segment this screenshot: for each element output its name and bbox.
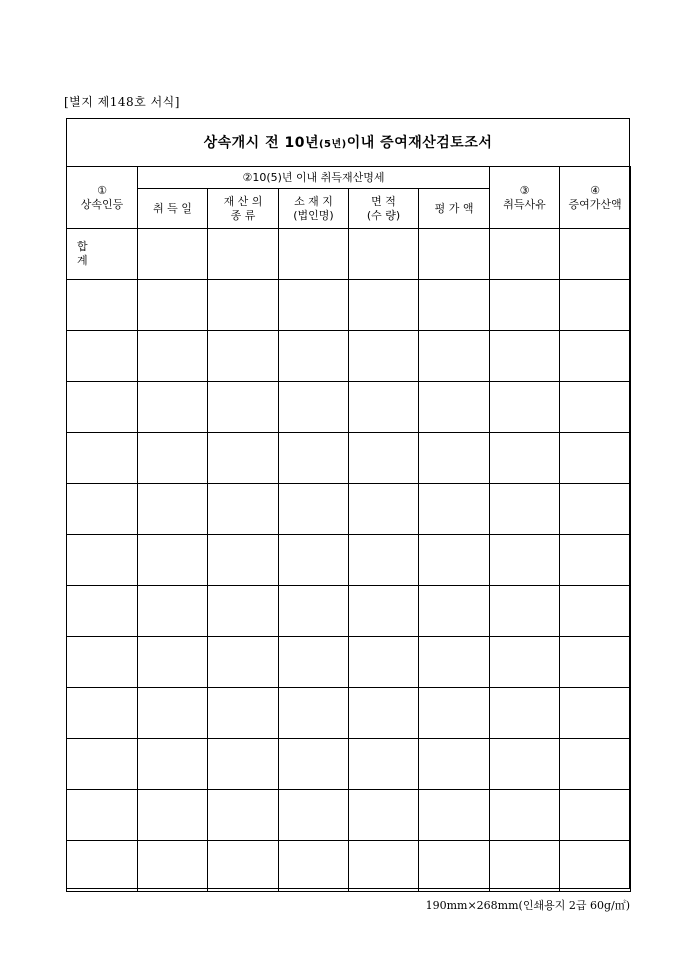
header-area <box>349 189 419 229</box>
header-property-type-line1: 재 산 의 <box>223 194 263 208</box>
table-cell[interactable] <box>349 229 419 280</box>
table-cell[interactable] <box>67 739 138 790</box>
table-cell[interactable] <box>419 739 490 790</box>
table-cell[interactable] <box>67 331 138 382</box>
table-cell[interactable] <box>279 280 349 331</box>
table-cell[interactable] <box>419 790 490 841</box>
table-cell[interactable] <box>279 739 349 790</box>
table-cell[interactable] <box>349 382 419 433</box>
form-title <box>66 118 630 166</box>
table-cell[interactable] <box>138 586 208 637</box>
table-cell[interactable] <box>349 586 419 637</box>
table-cell[interactable] <box>419 688 490 739</box>
table-row <box>67 382 631 433</box>
table-cell[interactable] <box>138 688 208 739</box>
table-cell[interactable] <box>67 637 138 688</box>
header-acquire-date: 취 득 일 <box>138 189 208 229</box>
table-cell[interactable] <box>138 382 208 433</box>
table-cell[interactable] <box>279 229 349 280</box>
table-cell[interactable] <box>67 790 138 841</box>
table-row <box>67 688 631 739</box>
title-small: (5년) <box>318 138 347 150</box>
header-acquired-property-group: ②10(5)년 이내 취득재산명세 <box>138 167 490 189</box>
header-gift-number: ④ <box>590 183 600 197</box>
table-cell[interactable] <box>208 280 279 331</box>
table-cell[interactable] <box>208 688 279 739</box>
table-row <box>67 739 631 790</box>
table-cell[interactable] <box>490 229 560 280</box>
header-gift-addition <box>560 167 631 229</box>
header-reason-label: 취득사유 <box>503 197 546 211</box>
table-cell[interactable] <box>560 688 631 739</box>
header-heirs-label: 상속인등 <box>80 197 124 211</box>
table-cell[interactable] <box>67 688 138 739</box>
total-label: 합 계 <box>67 229 138 280</box>
table-row <box>67 433 631 484</box>
table-cell[interactable] <box>560 484 631 535</box>
table-cell[interactable] <box>490 739 560 790</box>
table-cell[interactable] <box>138 229 208 280</box>
table-cell[interactable] <box>279 382 349 433</box>
table-cell[interactable] <box>490 586 560 637</box>
table-cell[interactable] <box>208 790 279 841</box>
table-cell[interactable] <box>419 229 490 280</box>
header-gift-label: 증여가산액 <box>568 197 622 211</box>
header-property-type-line2: 종 류 <box>230 208 256 222</box>
table-cell[interactable] <box>279 484 349 535</box>
table-cell[interactable] <box>67 484 138 535</box>
header-area-line2: (수 량) <box>366 208 401 222</box>
table-cell[interactable] <box>560 739 631 790</box>
table-row <box>67 586 631 637</box>
table-cell[interactable] <box>490 331 560 382</box>
table-cell[interactable] <box>490 433 560 484</box>
table-cell[interactable] <box>67 382 138 433</box>
table-cell[interactable] <box>208 331 279 382</box>
table-cell[interactable] <box>349 280 419 331</box>
table-cell[interactable] <box>490 382 560 433</box>
table-cell[interactable] <box>208 382 279 433</box>
table-cell[interactable] <box>419 433 490 484</box>
table-cell[interactable] <box>138 331 208 382</box>
table-cell[interactable] <box>67 280 138 331</box>
table-cell[interactable] <box>560 841 631 892</box>
table-cell[interactable] <box>490 637 560 688</box>
table-cell[interactable] <box>349 790 419 841</box>
table-cell[interactable] <box>419 331 490 382</box>
table-cell[interactable] <box>138 535 208 586</box>
header-location <box>279 189 349 229</box>
table-cell[interactable] <box>560 586 631 637</box>
title-main-before: 상속개시 전 10년 <box>203 135 319 151</box>
table-cell[interactable] <box>349 484 419 535</box>
empty-rows <box>67 280 631 892</box>
table-cell[interactable] <box>67 586 138 637</box>
table-cell[interactable] <box>67 535 138 586</box>
header-acquisition-reason <box>490 167 560 229</box>
table-cell[interactable] <box>67 433 138 484</box>
table-cell[interactable] <box>208 433 279 484</box>
table-cell[interactable] <box>419 841 490 892</box>
table-cell[interactable] <box>560 637 631 688</box>
table-cell[interactable] <box>279 586 349 637</box>
table-cell[interactable] <box>349 688 419 739</box>
table-cell[interactable] <box>208 637 279 688</box>
table-row <box>67 790 631 841</box>
table-cell[interactable] <box>279 637 349 688</box>
table-cell[interactable] <box>67 841 138 892</box>
header-heirs-number: ① <box>97 183 107 197</box>
table-cell[interactable] <box>560 382 631 433</box>
header-heirs <box>67 167 138 229</box>
table-cell[interactable] <box>208 841 279 892</box>
table-cell[interactable] <box>349 535 419 586</box>
table-cell[interactable] <box>560 790 631 841</box>
table-cell[interactable] <box>138 790 208 841</box>
header-valuation: 평 가 액 <box>419 189 490 229</box>
table-row <box>67 841 631 892</box>
table-cell[interactable] <box>419 586 490 637</box>
table-cell[interactable] <box>138 433 208 484</box>
table-cell[interactable] <box>279 841 349 892</box>
table-cell[interactable] <box>279 535 349 586</box>
form-number-label: [별지 제148호 서식] <box>64 95 180 109</box>
table-cell[interactable] <box>490 280 560 331</box>
total-row <box>67 229 631 280</box>
table-cell[interactable] <box>419 280 490 331</box>
table-cell[interactable] <box>138 637 208 688</box>
table-cell[interactable] <box>490 484 560 535</box>
table-cell[interactable] <box>560 280 631 331</box>
table-cell[interactable] <box>279 331 349 382</box>
table-cell[interactable] <box>138 739 208 790</box>
table-cell[interactable] <box>560 331 631 382</box>
table-cell[interactable] <box>560 535 631 586</box>
header-reason-number: ③ <box>519 183 530 197</box>
table-cell[interactable] <box>279 790 349 841</box>
paper-spec-note: 190mm×268mm(인쇄용지 2급 60g/㎡) <box>425 899 630 912</box>
table-cell[interactable] <box>419 535 490 586</box>
table-row <box>67 535 631 586</box>
table-cell[interactable] <box>560 229 631 280</box>
title-main-after: 이내 증여재산검토조서 <box>346 135 493 151</box>
header-area-line1: 면 적 <box>371 194 396 208</box>
table-cell[interactable] <box>490 688 560 739</box>
header-location-line1: 소 재 지 <box>294 194 333 208</box>
table-cell[interactable] <box>208 484 279 535</box>
table-cell[interactable] <box>138 280 208 331</box>
table-cell[interactable] <box>208 586 279 637</box>
table-cell[interactable] <box>138 841 208 892</box>
table-cell[interactable] <box>208 535 279 586</box>
table-cell[interactable] <box>419 484 490 535</box>
table-cell[interactable] <box>349 739 419 790</box>
table-cell[interactable] <box>419 637 490 688</box>
table-row <box>67 637 631 688</box>
table-cell[interactable] <box>349 331 419 382</box>
table-cell[interactable] <box>208 739 279 790</box>
table-cell[interactable] <box>208 229 279 280</box>
table-cell[interactable] <box>490 790 560 841</box>
table-cell[interactable] <box>138 484 208 535</box>
table-cell[interactable] <box>349 433 419 484</box>
table-row <box>67 484 631 535</box>
table-cell[interactable] <box>349 637 419 688</box>
table-cell[interactable] <box>560 433 631 484</box>
table-cell[interactable] <box>490 535 560 586</box>
table-row <box>67 331 631 382</box>
table-cell[interactable] <box>279 688 349 739</box>
table-cell[interactable] <box>419 382 490 433</box>
table-cell[interactable] <box>349 841 419 892</box>
review-table <box>66 166 631 892</box>
table-row <box>67 280 631 331</box>
table-cell[interactable] <box>279 433 349 484</box>
table-cell[interactable] <box>490 841 560 892</box>
header-location-line2: (법인명) <box>293 208 334 222</box>
header-property-type <box>208 189 279 229</box>
